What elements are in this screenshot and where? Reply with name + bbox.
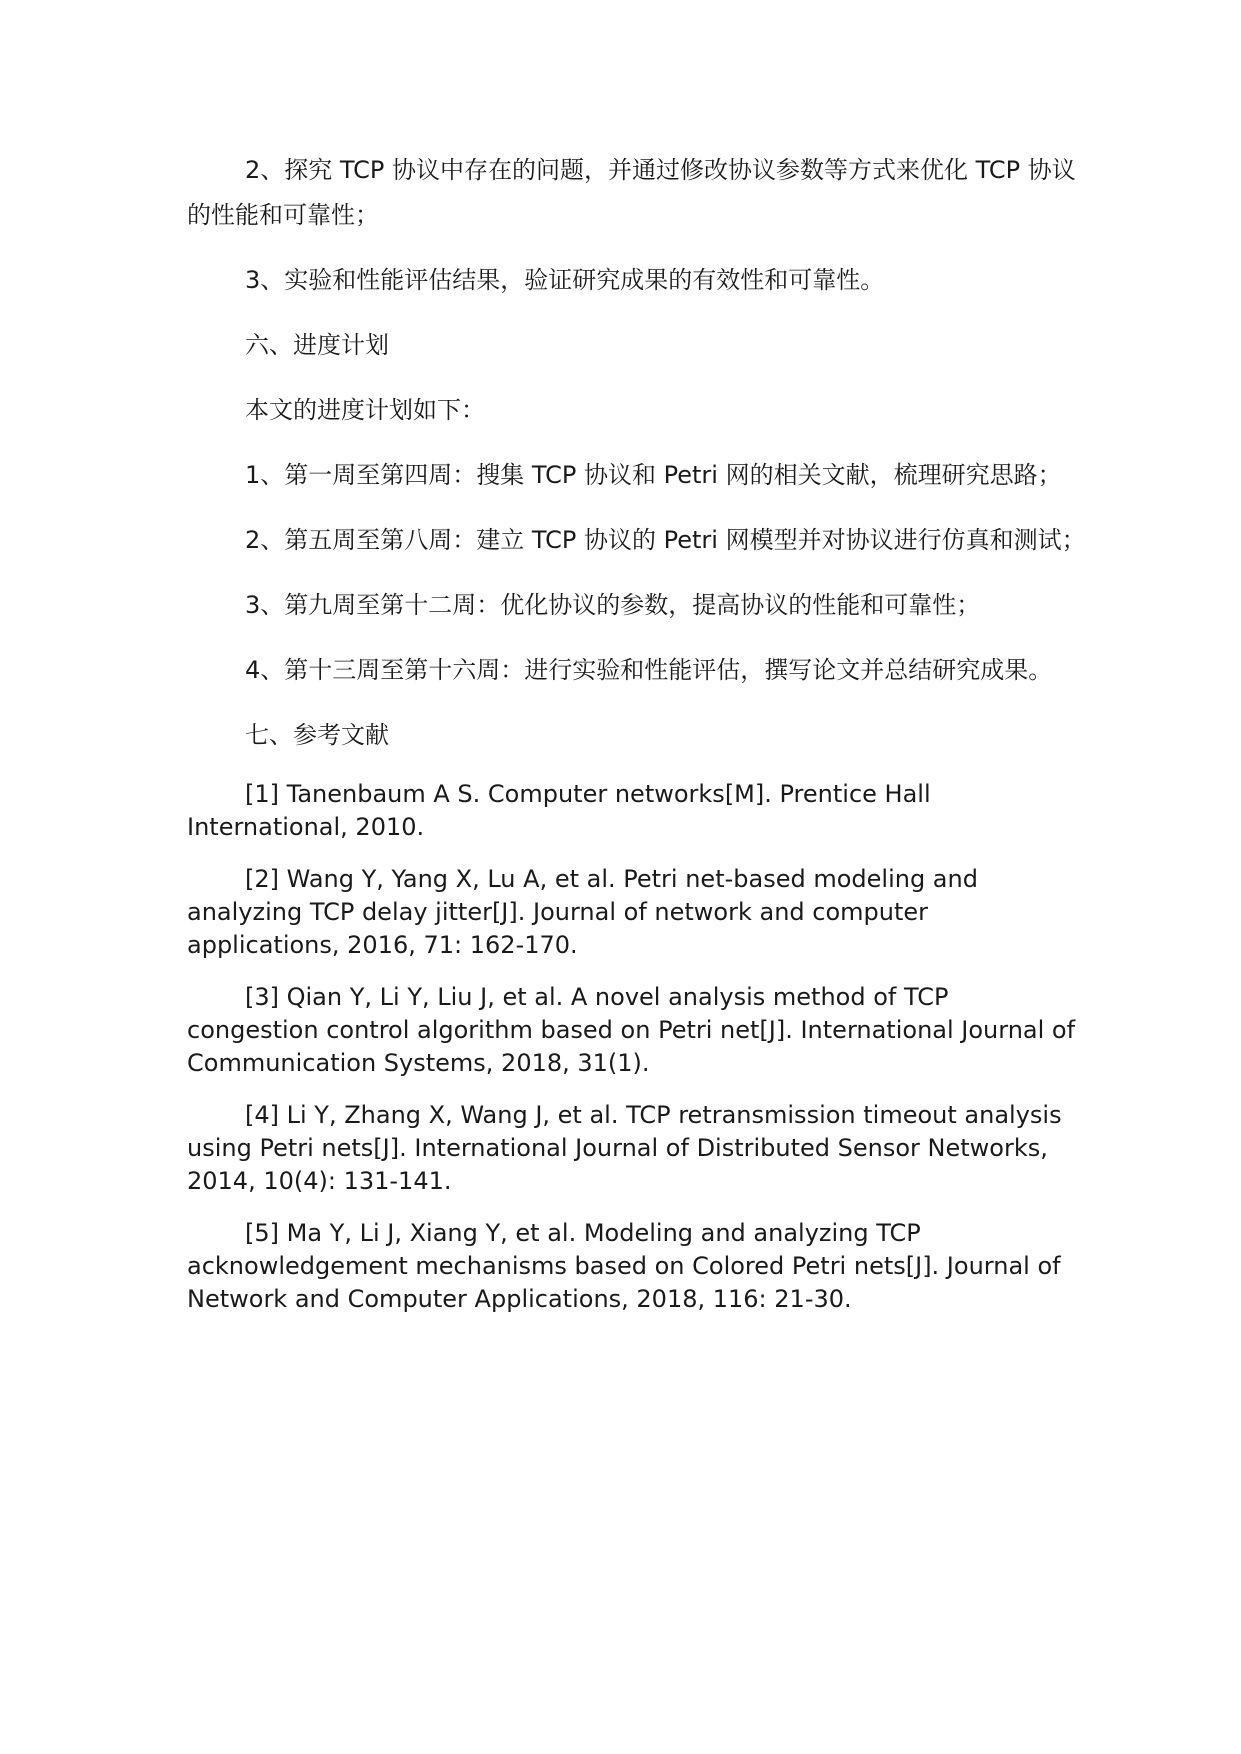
paragraph-goal-2: 2、探究 TCP 协议中存在的问题，并通过修改协议参数等方式来优化 TCP 协议的性能和可靠性； <box>187 156 1076 229</box>
schedule-item-2: 2、第五周至第八周：建立 TCP 协议的 Petri 网模型并对协议进行仿真和测试； <box>245 526 1086 554</box>
reference-item-2: [2] Wang Y, Yang X, Lu A, et al. Petri net-based modeling and analyzing TCP delay jitter[J]. Journal of network and computer applications, 2016, 71: 162-170. <box>187 865 978 959</box>
schedule-item-1: 1、第一周至第四周：搜集 TCP 协议和 Petri 网的相关文献，梳理研究思路； <box>245 461 1062 489</box>
schedule-intro: 本文的进度计划如下： <box>245 396 485 424</box>
reference-item-1: [1] Tanenbaum A S. Computer networks[M]. Prentice Hall International, 2010. <box>187 780 931 841</box>
reference-list <box>187 778 1087 1316</box>
reference-item-3: [3] Qian Y, Li Y, Liu J, et al. A novel analysis method of TCP congestion control algorithm based on Petri net[J]. International Journal of Communication Systems, 2018, 31(1). <box>187 983 1076 1077</box>
section-title-schedule: 六、进度计划 <box>245 331 389 359</box>
reference-item-5: [5] Ma Y, Li J, Xiang Y, et al. Modeling and analyzing TCP acknowledgement mechanisms based on Colored Petri nets[J]. Journal of Network and Computer Applications, 2018, 116: 21-30. <box>187 1219 1061 1313</box>
reference-item-4: [4] Li Y, Zhang X, Wang J, et al. TCP retransmission timeout analysis using Petri nets[J]. International Journal of Distributed Sensor Networks, 2014, 10(4): 131-141. <box>187 1101 1062 1195</box>
document-page <box>187 148 1087 1335</box>
schedule-item-3: 3、第九周至第十二周：优化协议的参数，提高协议的性能和可靠性； <box>245 591 981 619</box>
paragraph-goal-3: 3、实验和性能评估结果，验证研究成果的有效性和可靠性。 <box>245 266 885 294</box>
schedule-item-4: 4、第十三周至第十六周：进行实验和性能评估，撰写论文并总结研究成果。 <box>245 656 1053 684</box>
section-title-references: 七、参考文献 <box>245 721 389 749</box>
